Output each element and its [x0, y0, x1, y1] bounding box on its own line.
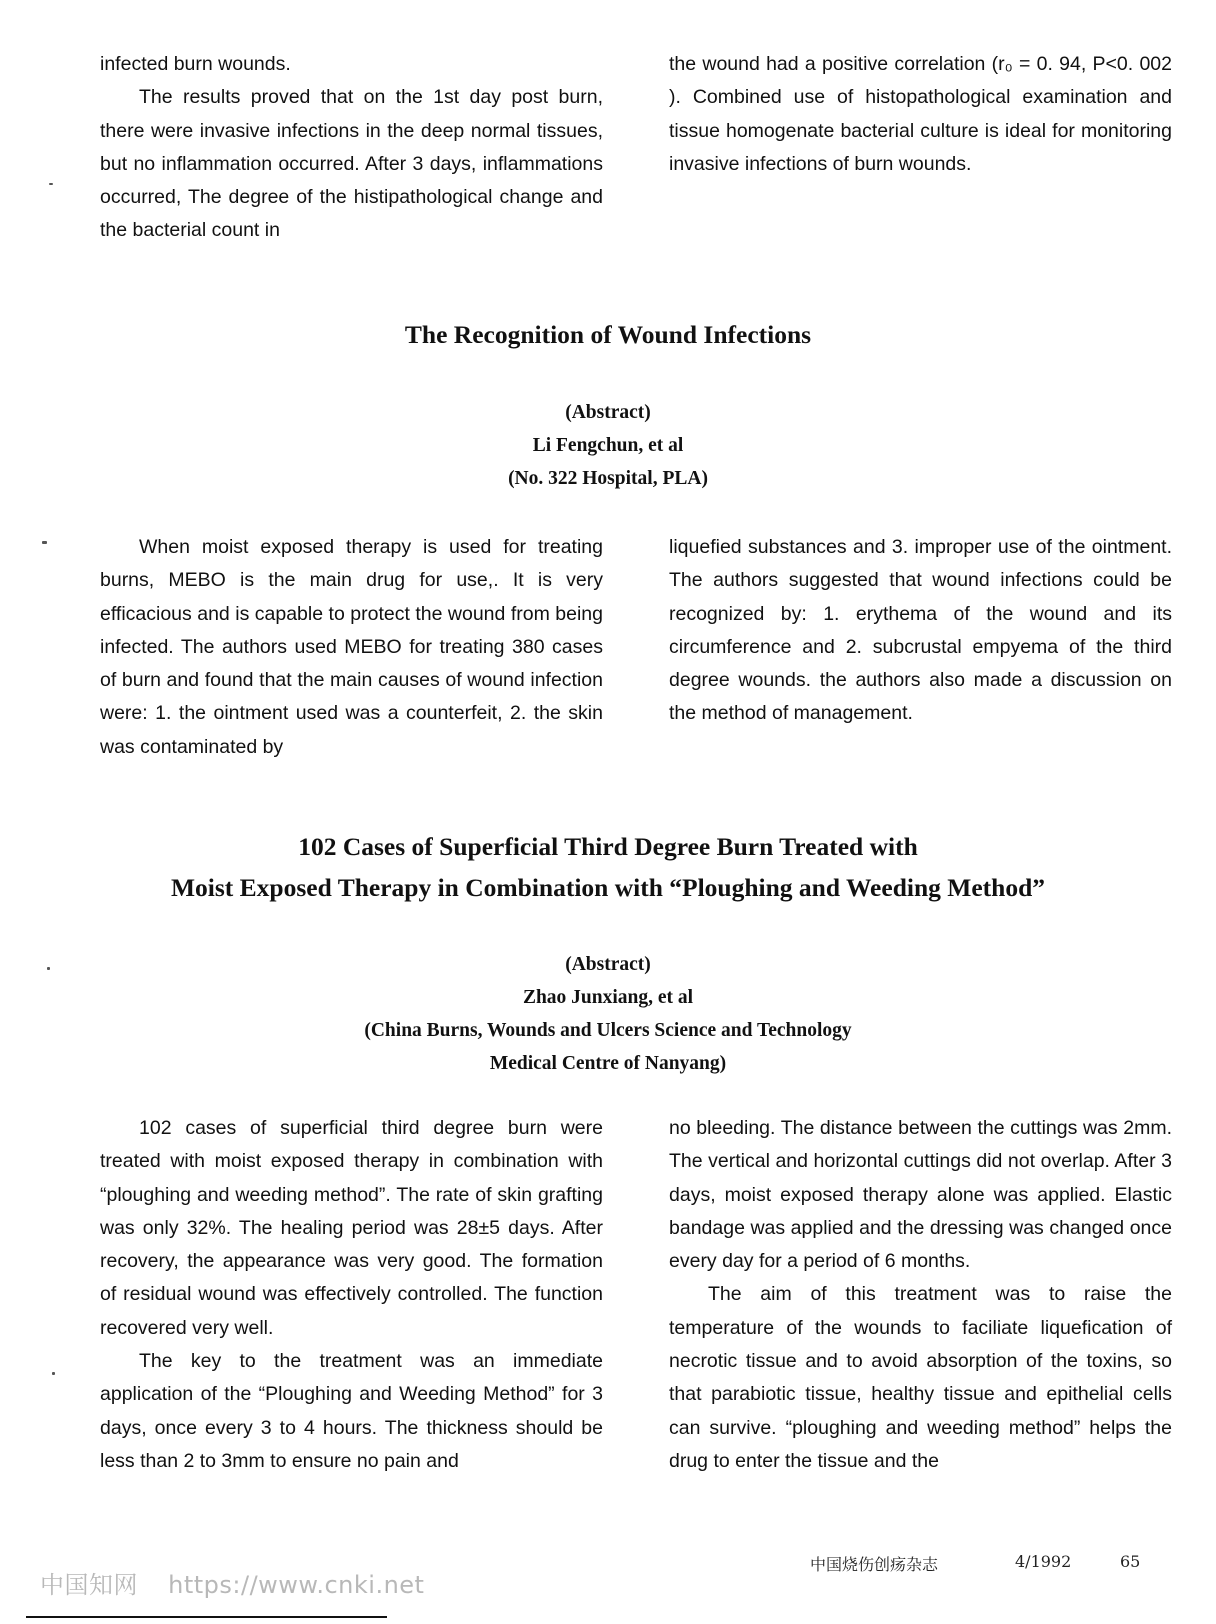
prev-article-left-column [100, 48, 603, 248]
paragraph: The results proved that on the 1st day post burn, there were invasive infections in the deep normal tissues, but no inflammation occurred. After 3 days, inflammations occurred, The degree of the histipathological change and the bacterial count in [100, 86, 603, 242]
paragraph: no bleeding. The distance between the cuttings was 2mm. The vertical and horizontal cuttings did not overlap. After 3 days, moist exposed therapy alone was applied. Elastic bandage was applied and the dressing was changed once every day for a period of 6 months. [669, 1117, 1172, 1273]
article2-right-column [669, 1112, 1172, 1478]
title-line: Moist Exposed Therapy in Combination with “Ploughing and Weeding Method” [170, 873, 1046, 902]
article1-title: The Recognition of Wound Infections [404, 320, 812, 349]
article2-meta [0, 948, 1216, 1080]
abstract-label: (Abstract) [565, 402, 651, 423]
affiliation-line: (China Burns, Wounds and Ulcers Science and Technology [364, 1020, 852, 1041]
article2-left-column [100, 1112, 603, 1478]
paragraph: the wound had a positive correlation (r₀ = 0. 94, P<0. 002 ). Combined use of histopathological examination and tissue homogenate bacterial culture is ideal for monitoring invasive infections of burn wounds. [669, 53, 1172, 175]
affiliation-line: (No. 322 Hospital, PLA) [508, 468, 708, 489]
scan-speck [52, 1372, 55, 1375]
scan-speck [49, 183, 53, 185]
title-line: 102 Cases of Superficial Third Degree Burn Treated with [298, 832, 918, 861]
cnki-watermark [40, 1565, 424, 1600]
page-footer [810, 1552, 1150, 1575]
author-line: Li Fengchun, et al [532, 435, 684, 456]
article1-left-column [100, 531, 603, 764]
article2-title [0, 826, 1216, 908]
bottom-rule [26, 1616, 387, 1618]
watermark-url: https://www.cnki.net [168, 1571, 425, 1599]
issue-number: 4/1992 [1015, 1552, 1072, 1571]
abstract-label: (Abstract) [565, 954, 651, 975]
journal-name: 中国烧伤创疡杂志 [810, 1555, 939, 1574]
page-number: 65 [1120, 1552, 1141, 1571]
prev-article-right-column [669, 48, 1172, 181]
paragraph: The aim of this treatment was to raise the temperature of the wounds to faciliate liquefication of necrotic tissue and to avoid absorption of the toxins, so that parabiotic tissue, healthy tissue and epithelial cells can survive. “ploughing and weeding method” helps the drug to enter the tissue and the [669, 1283, 1172, 1472]
paragraph: liquefied substances and 3. improper use of the ointment. The authors suggested that wound infections could be recognized by: 1. erythema of the wound and its circumference and 2. subcrustal empyema of the third degree wounds. the authors also made a discussion on the method of management. [669, 536, 1172, 725]
paragraph: 102 cases of superficial third degree burn were treated with moist exposed therapy in combination with “ploughing and weeding method”. The rate of skin grafting was only 32%. The healing period was 28±5 days. After recovery, the appearance was very good. The formation of residual wound was effectively controlled. The function recovered very well. [100, 1117, 603, 1339]
paragraph: infected burn wounds. [100, 53, 291, 75]
affiliation-line: Medical Centre of Nanyang) [489, 1053, 727, 1074]
article1-right-column [669, 531, 1172, 731]
watermark-brand: 中国知网 [40, 1571, 138, 1599]
scan-speck [42, 541, 47, 544]
paragraph: The key to the treatment was an immediate application of the “Ploughing and Weeding Method” for 3 days, once every 3 to 4 hours. The thickness should be less than 2 to 3mm to ensure no pain and [100, 1350, 603, 1472]
article1-meta [0, 396, 1216, 495]
scan-speck [47, 967, 50, 970]
author-line: Zhao Junxiang, et al [522, 987, 694, 1008]
paragraph: When moist exposed therapy is used for treating burns, MEBO is the main drug for use,. It is very efficacious and is capable to protect the wound from being infected. The authors used MEBO for treating 380 cases of burn and found that the main causes of wound infection were: 1. the ointment used was a counterfeit, 2. the skin was contaminated by [100, 536, 603, 758]
